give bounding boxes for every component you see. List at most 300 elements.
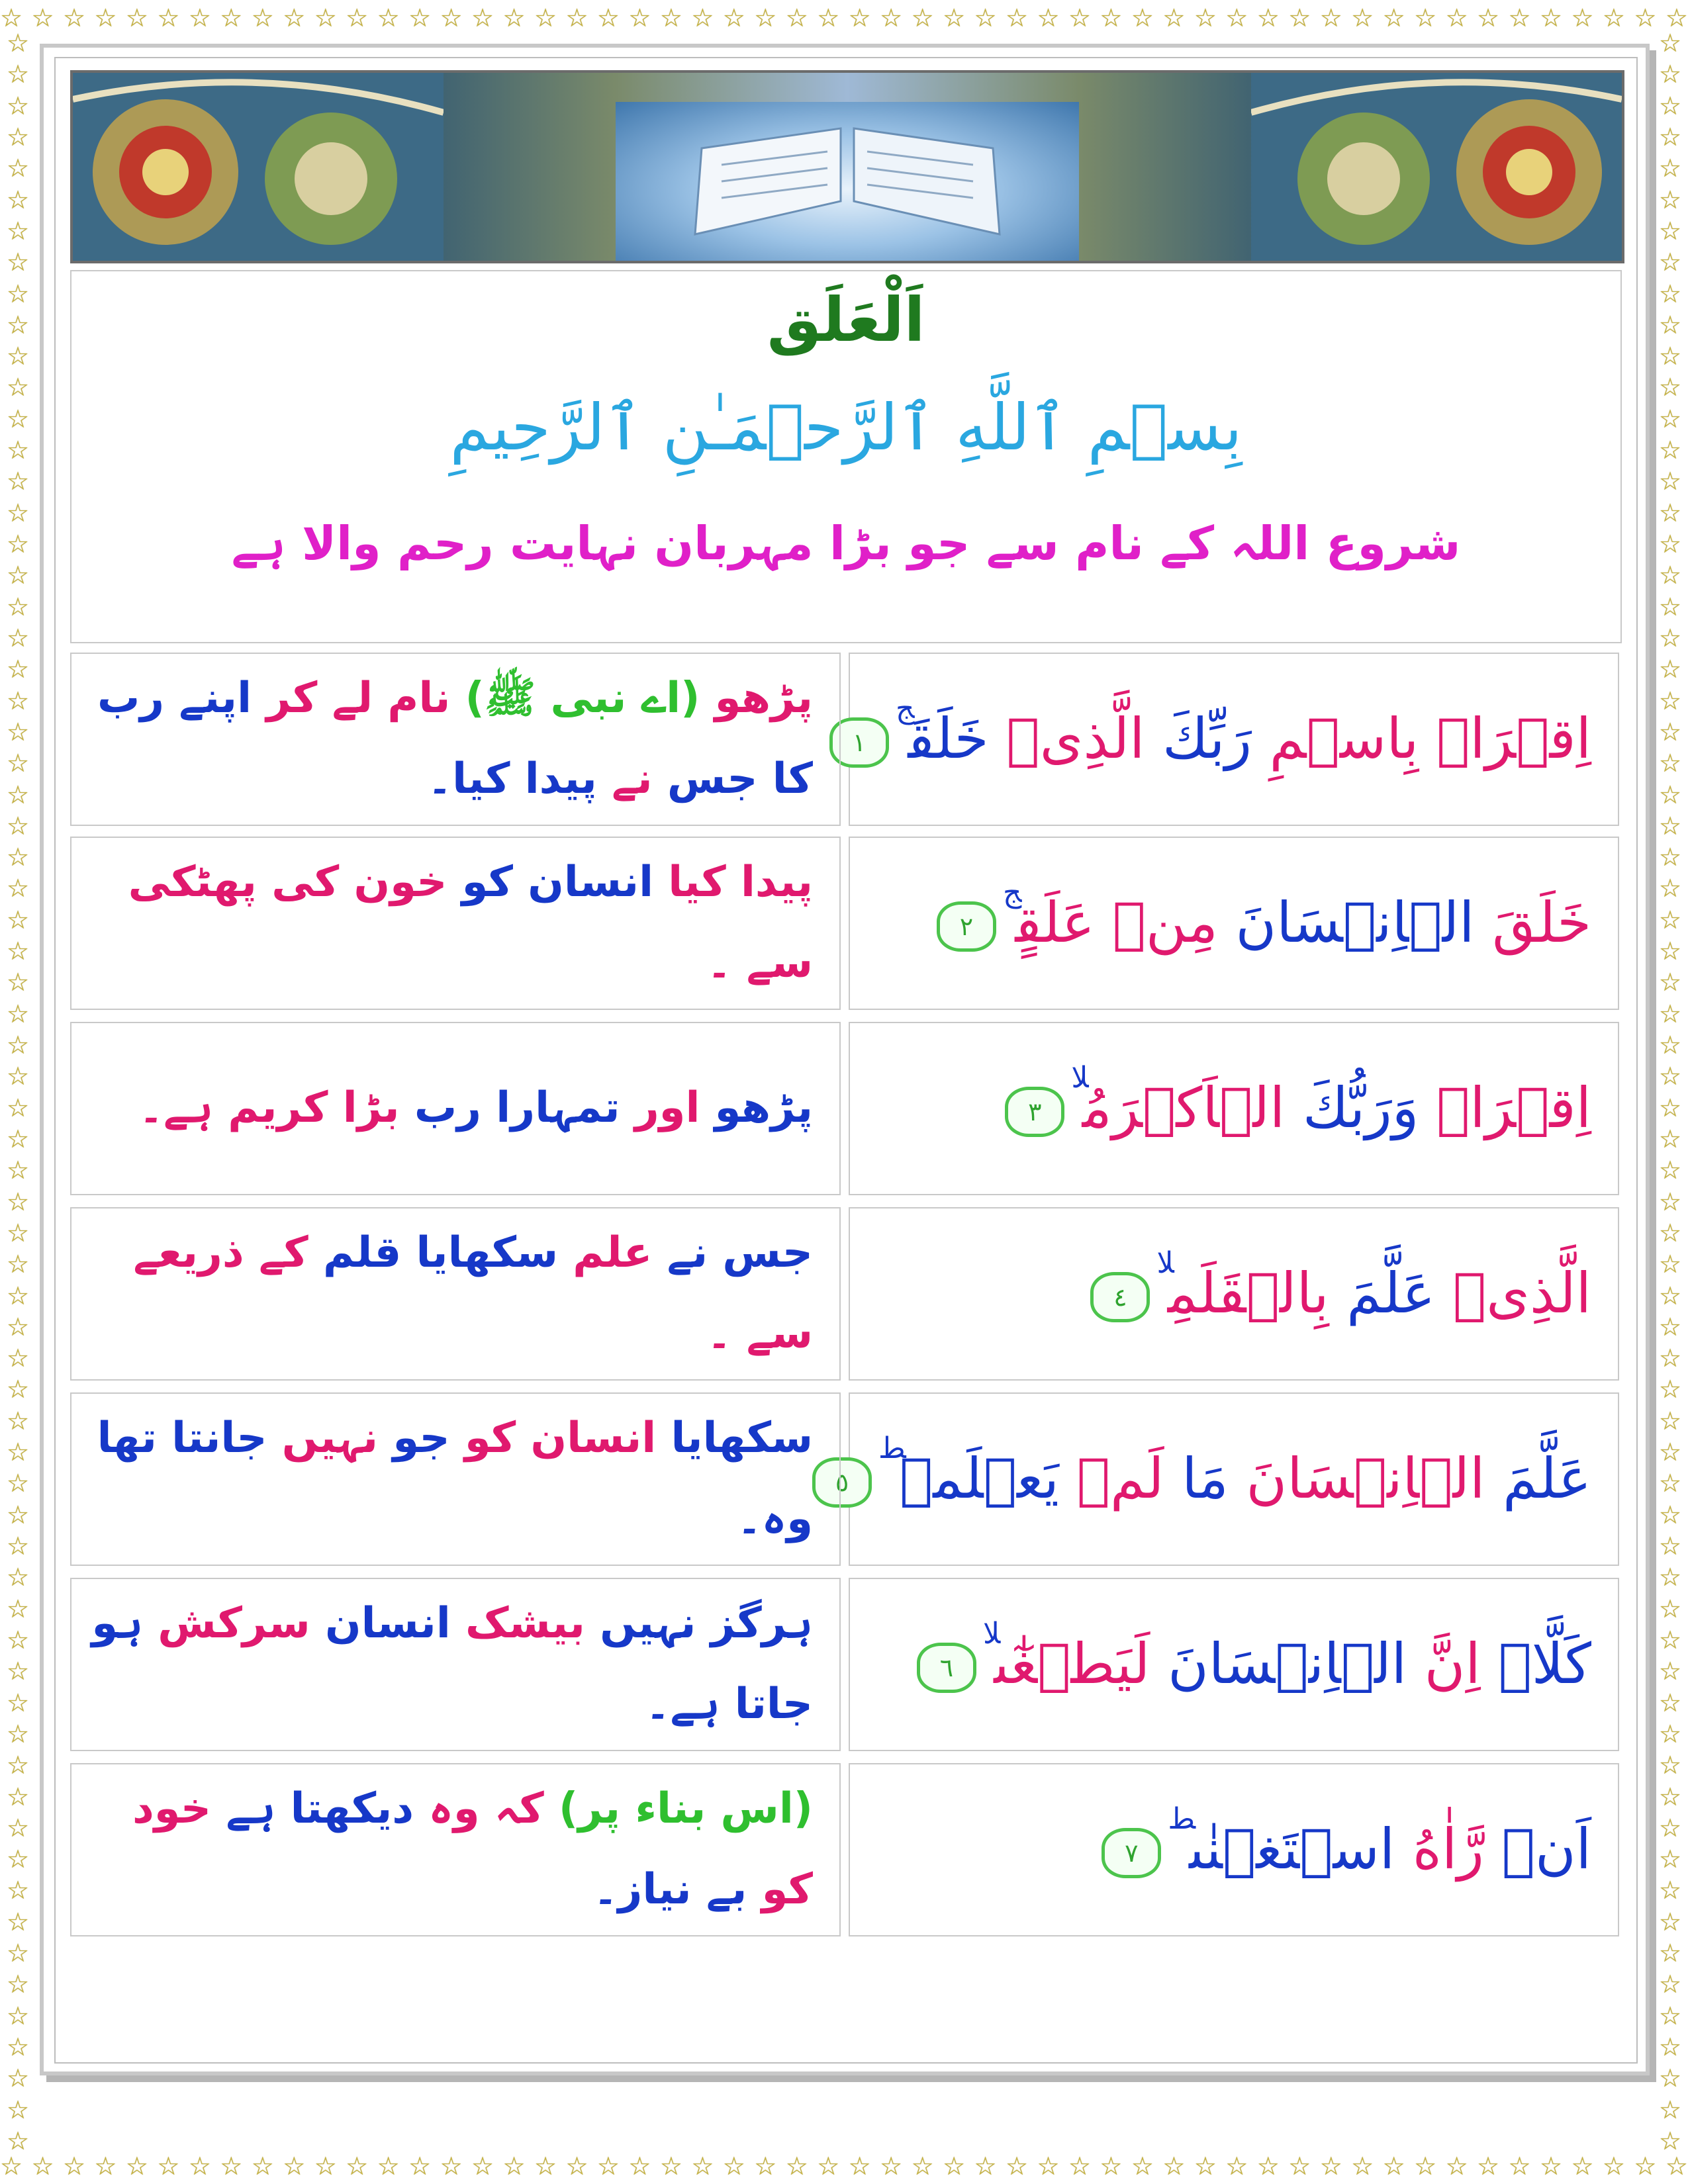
star-icon: ☆: [6, 1343, 30, 1373]
verse-word: اَنۡ: [1483, 1817, 1591, 1882]
arabic-verse: [917, 1617, 1591, 1700]
star-icon: ☆: [6, 1688, 30, 1717]
star-icon: ☆: [125, 3, 148, 32]
star-icon: ☆: [1658, 623, 1682, 653]
star-icon: ☆: [1658, 1594, 1682, 1623]
star-icon: ☆: [6, 655, 30, 684]
star-icon: ☆: [1068, 3, 1092, 32]
arabic-verse-cell: [849, 653, 1619, 826]
translation-word: پیدا کیا۔: [427, 754, 597, 803]
star-icon: ☆: [6, 1657, 30, 1686]
star-icon: ☆: [1162, 2152, 1186, 2181]
verse-word: الۡاِنۡسَانَ: [1150, 1631, 1407, 1697]
star-icon: ☆: [1658, 185, 1682, 214]
star-icon: ☆: [1658, 91, 1682, 120]
star-icon: ☆: [1508, 2152, 1531, 2181]
surah-header: [70, 270, 1622, 643]
star-icon: ☆: [6, 1625, 30, 1655]
star-icon: ☆: [6, 1531, 30, 1561]
star-icon: ☆: [1100, 3, 1123, 32]
translation-word: علم: [558, 1228, 653, 1278]
star-icon: ☆: [6, 1563, 30, 1592]
star-icon: ☆: [1539, 3, 1563, 32]
star-icon: ☆: [6, 1218, 30, 1248]
star-icon: ☆: [6, 404, 30, 433]
verse-row: [70, 1392, 1619, 1566]
star-icon: ☆: [659, 2152, 682, 2181]
translation-word: پیدا کیا: [653, 858, 813, 907]
star-icon: ☆: [1658, 1531, 1682, 1561]
star-icon: ☆: [1162, 3, 1186, 32]
star-icon: ☆: [565, 3, 588, 32]
star-icon: ☆: [1634, 3, 1657, 32]
verse-word: اِقۡرَاۡ: [1419, 1075, 1591, 1141]
star-icon: ☆: [6, 561, 30, 590]
translation-word: کا جس: [652, 754, 813, 803]
arabesque-ornament-left: [73, 73, 444, 261]
star-icon: ☆: [1658, 279, 1682, 308]
translation-word: سکھایا قلم: [308, 1228, 558, 1278]
star-icon: ☆: [1319, 2152, 1342, 2181]
star-icon: ☆: [6, 905, 30, 934]
translation-word: جو: [378, 1414, 450, 1463]
star-icon: ☆: [6, 780, 30, 809]
star-icon: ☆: [1477, 2152, 1500, 2181]
star-icon: ☆: [1319, 3, 1342, 32]
urdu-translation: [71, 1584, 813, 1745]
translation-word: ہو جاتا ہے۔: [91, 1599, 813, 1729]
ayah-number-icon: ٤: [1090, 1272, 1150, 1322]
star-border-left: [3, 30, 33, 2154]
verse-word: مِنۡ عَلَقٍ: [1015, 890, 1218, 956]
star-icon: ☆: [377, 3, 400, 32]
star-icon: ☆: [1602, 3, 1625, 32]
star-icon: ☆: [0, 3, 23, 32]
star-icon: ☆: [1351, 3, 1374, 32]
star-icon: ☆: [1658, 749, 1682, 778]
waqf-mark: ط: [878, 1432, 906, 1466]
star-icon: ☆: [1068, 2152, 1092, 2181]
star-icon: ☆: [943, 3, 966, 32]
urdu-translation: [71, 659, 813, 819]
verse-word: الَّذِىۡ: [988, 706, 1145, 772]
star-icon: ☆: [1256, 3, 1280, 32]
star-icon: ☆: [220, 2152, 243, 2181]
waqf-mark: لا: [1071, 1061, 1089, 1095]
star-icon: ☆: [6, 874, 30, 903]
star-icon: ☆: [6, 1062, 30, 1091]
star-icon: ☆: [691, 3, 714, 32]
star-icon: ☆: [754, 2152, 777, 2181]
star-icon: ☆: [6, 592, 30, 621]
star-icon: ☆: [1658, 1876, 1682, 1905]
inner-frame: [54, 57, 1638, 2064]
verse-word: الۡاِنۡسَانَ: [1217, 890, 1475, 956]
star-icon: ☆: [6, 498, 30, 527]
urdu-translation-cell: [70, 1392, 841, 1566]
verse-row: [70, 1763, 1619, 1936]
star-border-top: [0, 3, 1688, 33]
star-icon: ☆: [722, 2152, 745, 2181]
star-icon: ☆: [6, 279, 30, 308]
star-icon: ☆: [785, 2152, 808, 2181]
star-icon: ☆: [1006, 3, 1029, 32]
star-icon: ☆: [1225, 2152, 1248, 2181]
star-icon: ☆: [1658, 561, 1682, 590]
translation-word: بیشک: [450, 1599, 585, 1649]
star-icon: ☆: [1382, 2152, 1405, 2181]
star-icon: ☆: [1658, 1187, 1682, 1216]
star-icon: ☆: [6, 1281, 30, 1310]
translation-word: خون کی پھٹکی سے ۔: [128, 858, 813, 987]
star-icon: ☆: [1658, 655, 1682, 684]
arabic-verse-cell: [849, 837, 1619, 1010]
star-icon: ☆: [6, 1187, 30, 1216]
star-icon: ☆: [1634, 2152, 1657, 2181]
verse-word: خَلَقَ: [908, 706, 989, 772]
star-icon: ☆: [911, 3, 934, 32]
star-icon: ☆: [974, 2152, 997, 2181]
translation-word: کے ذریعے سے ۔: [133, 1228, 813, 1358]
star-icon: ☆: [440, 3, 463, 32]
urdu-translation-cell: [70, 837, 841, 1010]
verse-row: [70, 837, 1619, 1010]
bismillah: بِسۡمِ ٱللَّهِ ٱلرَّحۡمَـٰنِ ٱلرَّحِيمِ: [449, 390, 1243, 465]
star-icon: ☆: [974, 3, 997, 32]
star-icon: ☆: [6, 749, 30, 778]
star-icon: ☆: [1658, 1124, 1682, 1154]
translation-word: جانتا تھا وہ۔: [97, 1414, 813, 1543]
star-icon: ☆: [283, 2152, 306, 2181]
star-icon: ☆: [6, 1719, 30, 1749]
verse-word: الۡاَكۡرَمُ: [1082, 1075, 1286, 1141]
star-icon: ☆: [1539, 2152, 1563, 2181]
verse-row: [70, 653, 1619, 826]
arabic-verse: [812, 1432, 1591, 1515]
star-icon: ☆: [1571, 3, 1594, 32]
star-icon: ☆: [943, 2152, 966, 2181]
star-icon: ☆: [628, 3, 651, 32]
star-icon: ☆: [1658, 1719, 1682, 1749]
star-icon: ☆: [911, 2152, 934, 2181]
verse-word: رَّاٰهُ: [1395, 1817, 1484, 1882]
star-icon: ☆: [1665, 2152, 1688, 2181]
star-icon: ☆: [314, 3, 337, 32]
star-icon: ☆: [1477, 3, 1500, 32]
star-icon: ☆: [62, 2152, 86, 2181]
verse-word: يَعۡلَمۡ: [899, 1446, 1059, 1512]
arabic-verse-cell: [849, 1763, 1619, 1936]
star-border-bottom: [0, 2151, 1688, 2181]
star-icon: ☆: [880, 3, 903, 32]
star-icon: ☆: [6, 2095, 30, 2124]
waqf-mark: ط: [1168, 1802, 1196, 1837]
translation-word: انسان کو: [449, 1414, 657, 1463]
translation-word: سکھایا: [656, 1414, 813, 1463]
star-icon: ☆: [502, 3, 526, 32]
star-icon: ☆: [817, 2152, 840, 2181]
star-icon: ☆: [94, 2152, 117, 2181]
star-icon: ☆: [1658, 467, 1682, 496]
star-border-right: [1655, 30, 1685, 2154]
star-icon: ☆: [1658, 811, 1682, 841]
star-icon: ☆: [1194, 3, 1217, 32]
star-icon: ☆: [1037, 3, 1060, 32]
star-icon: ☆: [1351, 2152, 1374, 2181]
star-icon: ☆: [1658, 999, 1682, 1028]
star-icon: ☆: [6, 1751, 30, 1780]
verse-word: وَرَبُّكَ: [1285, 1075, 1419, 1141]
translation-word: (اے نبی ﷺ): [450, 674, 700, 723]
star-icon: ☆: [722, 3, 745, 32]
arabic-verse: [1090, 1246, 1591, 1330]
star-icon: ☆: [6, 2126, 30, 2154]
star-icon: ☆: [1602, 2152, 1625, 2181]
star-icon: ☆: [1256, 2152, 1280, 2181]
star-icon: ☆: [1658, 1844, 1682, 1874]
star-icon: ☆: [1658, 1093, 1682, 1122]
star-icon: ☆: [628, 2152, 651, 2181]
star-icon: ☆: [817, 3, 840, 32]
star-icon: ☆: [0, 2152, 23, 2181]
surah-title: اَلْعَلَق: [767, 285, 925, 355]
translation-word: انسان: [310, 1599, 451, 1649]
urdu-translation: [71, 1398, 813, 1559]
translation-word: دیکھتا ہے: [211, 1784, 414, 1834]
arabic-verse: [937, 876, 1591, 959]
star-icon: ☆: [1037, 2152, 1060, 2181]
translation-word: خود کو: [132, 1784, 813, 1914]
urdu-translation-cell: [70, 1022, 841, 1195]
star-icon: ☆: [6, 811, 30, 841]
star-icon: ☆: [6, 529, 30, 559]
page-frame: [40, 44, 1650, 2075]
urdu-translation-cell: [70, 1763, 841, 1936]
star-icon: ☆: [880, 2152, 903, 2181]
translation-word: پڑھو: [700, 1083, 813, 1133]
star-icon: ☆: [502, 2152, 526, 2181]
star-icon: ☆: [1658, 404, 1682, 433]
star-icon: ☆: [6, 154, 30, 183]
star-icon: ☆: [188, 3, 211, 32]
star-icon: ☆: [848, 3, 871, 32]
star-icon: ☆: [471, 3, 494, 32]
star-icon: ☆: [1658, 717, 1682, 747]
star-icon: ☆: [6, 1124, 30, 1154]
star-icon: ☆: [1658, 1813, 1682, 1843]
star-icon: ☆: [1658, 1563, 1682, 1592]
star-icon: ☆: [1658, 248, 1682, 277]
waqf-mark: لا: [1156, 1246, 1174, 1281]
arabesque-ornament-right: [1251, 73, 1622, 261]
star-icon: ☆: [6, 60, 30, 89]
star-icon: ☆: [6, 310, 30, 340]
verse-word: خَلَقَ: [1474, 890, 1591, 956]
star-icon: ☆: [471, 2152, 494, 2181]
star-icon: ☆: [1658, 498, 1682, 527]
star-icon: ☆: [596, 3, 620, 32]
open-quran-image: [616, 102, 1079, 261]
translation-word: (اس بناء پر): [543, 1784, 813, 1834]
star-icon: ☆: [1658, 1406, 1682, 1435]
star-icon: ☆: [6, 248, 30, 277]
star-icon: ☆: [6, 91, 30, 120]
star-icon: ☆: [534, 2152, 557, 2181]
ayah-number-icon: ٧: [1102, 1828, 1161, 1878]
star-icon: ☆: [6, 2001, 30, 2030]
star-icon: ☆: [1658, 1156, 1682, 1185]
star-icon: ☆: [157, 3, 180, 32]
star-icon: ☆: [1658, 1500, 1682, 1529]
star-icon: ☆: [785, 3, 808, 32]
star-icon: ☆: [6, 185, 30, 214]
star-icon: ☆: [1658, 1312, 1682, 1342]
star-icon: ☆: [1288, 3, 1311, 32]
star-icon: ☆: [377, 2152, 400, 2181]
star-icon: ☆: [1658, 1281, 1682, 1310]
translation-word: اور: [620, 1083, 700, 1133]
star-icon: ☆: [6, 1938, 30, 1968]
star-icon: ☆: [6, 435, 30, 465]
arabic-verse-cell: [849, 1207, 1619, 1381]
star-icon: ☆: [1225, 3, 1248, 32]
star-icon: ☆: [188, 2152, 211, 2181]
star-icon: ☆: [94, 3, 117, 32]
translation-word: سرکش: [143, 1599, 310, 1649]
verse-word: كَلَّاۤ: [1480, 1631, 1591, 1697]
star-icon: ☆: [6, 1156, 30, 1185]
star-icon: ☆: [125, 2152, 148, 2181]
star-icon: ☆: [1658, 1437, 1682, 1467]
waqf-mark: لا: [982, 1617, 1001, 1651]
translation-word: کہ وہ: [414, 1784, 544, 1834]
star-icon: ☆: [1658, 154, 1682, 183]
star-icon: ☆: [1658, 1030, 1682, 1060]
star-icon: ☆: [1658, 1688, 1682, 1717]
star-icon: ☆: [6, 1469, 30, 1498]
star-icon: ☆: [6, 1437, 30, 1467]
urdu-translation: [71, 1769, 813, 1930]
star-icon: ☆: [1508, 3, 1531, 32]
translation-word: ہرگز نہیں: [585, 1599, 813, 1649]
star-icon: ☆: [754, 3, 777, 32]
star-icon: ☆: [6, 2064, 30, 2093]
verse-word: اِقۡرَاۡ بِاسۡمِ: [1251, 706, 1591, 772]
star-icon: ☆: [1445, 2152, 1468, 2181]
star-icon: ☆: [6, 1782, 30, 1811]
star-icon: ☆: [6, 1500, 30, 1529]
star-icon: ☆: [1445, 3, 1468, 32]
star-icon: ☆: [1658, 1343, 1682, 1373]
star-icon: ☆: [1658, 1375, 1682, 1404]
star-icon: ☆: [6, 968, 30, 997]
translation-word: اپنے رب: [97, 674, 252, 723]
star-icon: ☆: [1658, 1062, 1682, 1091]
star-icon: ☆: [408, 2152, 432, 2181]
star-icon: ☆: [1658, 936, 1682, 966]
verse-word: مَا: [1164, 1446, 1229, 1512]
star-icon: ☆: [1658, 1657, 1682, 1686]
star-icon: ☆: [6, 623, 30, 653]
bismillah-translation: شروع اللہ کے نام سے جو بڑا مہربان نہایت رحم والا ہے: [231, 516, 1461, 570]
arabic-verse-cell: [849, 1578, 1619, 1751]
verse-word: اسۡتَغۡنٰى: [1189, 1817, 1395, 1882]
translation-word: نہیں: [267, 1414, 379, 1463]
verse-row: [70, 1578, 1619, 1751]
star-icon: ☆: [6, 1813, 30, 1843]
star-icon: ☆: [1658, 592, 1682, 621]
star-icon: ☆: [1658, 1970, 1682, 1999]
arabic-verse: [829, 692, 1591, 775]
verse-word: بِالۡقَلَمِ: [1167, 1261, 1329, 1326]
verse-word: اِنَّ: [1407, 1631, 1481, 1697]
star-icon: ☆: [6, 122, 30, 152]
ayah-number-icon: ٣: [1005, 1087, 1064, 1137]
star-icon: ☆: [6, 2032, 30, 2062]
verse-word: الَّذِىۡ: [1435, 1261, 1591, 1326]
star-icon: ☆: [62, 3, 86, 32]
star-icon: ☆: [251, 3, 274, 32]
ayah-number-icon: ٢: [937, 901, 996, 952]
star-icon: ☆: [6, 1406, 30, 1435]
star-icon: ☆: [6, 1907, 30, 1936]
star-icon: ☆: [6, 216, 30, 246]
star-icon: ☆: [1658, 2126, 1682, 2154]
star-icon: ☆: [1658, 1469, 1682, 1498]
star-icon: ☆: [6, 686, 30, 715]
verse-word: عَلَّمَ: [1485, 1446, 1591, 1512]
star-icon: ☆: [6, 467, 30, 496]
star-icon: ☆: [1658, 373, 1682, 402]
star-icon: ☆: [1414, 2152, 1437, 2181]
star-icon: ☆: [1658, 686, 1682, 715]
urdu-translation-cell: [70, 1207, 841, 1381]
verse-word: عَلَّمَ: [1329, 1261, 1436, 1326]
star-icon: ☆: [440, 2152, 463, 2181]
waqf-mark: ج: [895, 692, 915, 726]
star-icon: ☆: [6, 1876, 30, 1905]
star-icon: ☆: [346, 3, 369, 32]
star-icon: ☆: [1006, 2152, 1029, 2181]
star-icon: ☆: [6, 1312, 30, 1342]
star-icon: ☆: [596, 2152, 620, 2181]
star-icon: ☆: [1100, 2152, 1123, 2181]
translation-word: انسان کو: [447, 858, 653, 907]
star-icon: ☆: [6, 1970, 30, 1999]
star-icon: ☆: [314, 2152, 337, 2181]
arabic-verse: [1102, 1802, 1591, 1886]
translation-word: تمہارا رب: [399, 1083, 620, 1133]
star-icon: ☆: [1658, 216, 1682, 246]
translation-word: بڑا کریم ہے۔: [138, 1083, 400, 1133]
star-icon: ☆: [1658, 842, 1682, 872]
star-icon: ☆: [6, 1093, 30, 1122]
star-icon: ☆: [1658, 2095, 1682, 2124]
star-icon: ☆: [157, 2152, 180, 2181]
translation-word: نام لے کر: [252, 674, 451, 723]
star-icon: ☆: [6, 1375, 30, 1404]
star-icon: ☆: [1658, 529, 1682, 559]
star-icon: ☆: [1658, 905, 1682, 934]
verse-word: رَبِّكَ: [1145, 706, 1252, 772]
star-icon: ☆: [1288, 2152, 1311, 2181]
star-icon: ☆: [1658, 780, 1682, 809]
star-icon: ☆: [6, 717, 30, 747]
star-icon: ☆: [659, 3, 682, 32]
star-icon: ☆: [1658, 2032, 1682, 2062]
ayah-number-icon: ١: [829, 717, 889, 768]
verse-row: [70, 1207, 1619, 1381]
